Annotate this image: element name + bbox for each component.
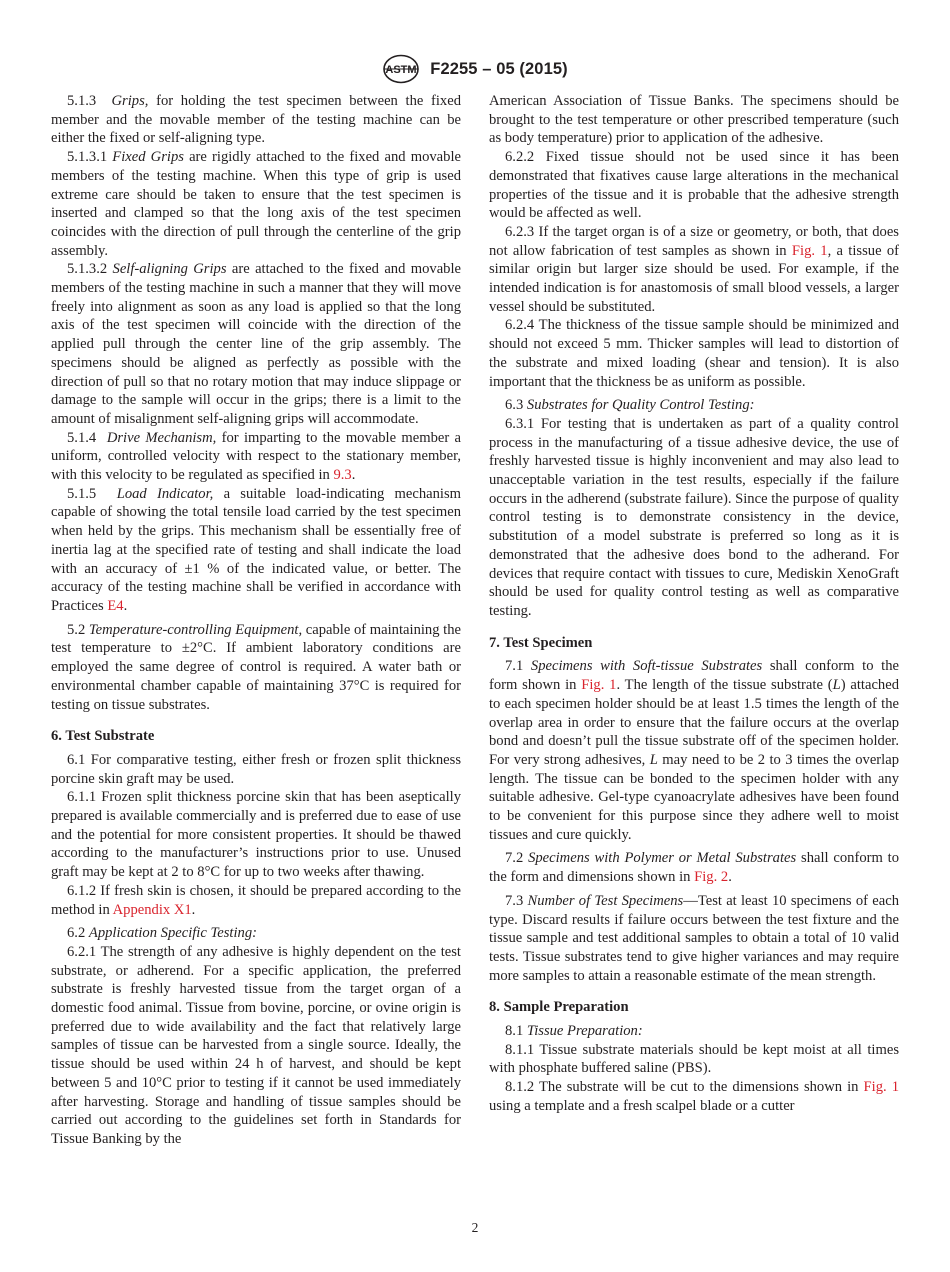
section-5-1-5: 5.1.5 Load Indicator, a suitable load-indicating mechanism capable of showing the total tensile load carried by the test specimen when held by the grips. This mechanism shall be essentially free of inertia lag at the specified rate of testing and shall indicate the load with an accuracy of ±1 % of the indicated value, or better. The accuracy of the testing machine shall be verified in accordance with Practices E4.: [51, 485, 462, 614]
section-6-2-1: 6.2.1 The strength of any adhesive is highly dependent on the test substrate, or adherend. For a specific application, the preferred substrate is freshly harvested tissue from the target organ of a domestic food animal. Tissue from bovine, porcine, or ovine origin is preferred due to wide availability and the fact that relatively large samples of tissue can be harvested from a single source. Ideally, the tissue should be used within 24 h of harvest, and should be kept between 5 and 10°C prior to testing if it cannot be used immediately after harvesting. Storage and handling of tissue samples should be carried out according to the guidelines set forth in Standards for Tissue Banking by the: [51, 943, 461, 1147]
section-8-1: 8.1 Tissue Preparation:: [505, 1023, 643, 1040]
section-8-1-1: 8.1.1 Tissue substrate materials should be kept moist at all times with phosphate buffered saline (PBS).: [489, 1041, 899, 1077]
section-6-2: 6.2 Application Specific Testing:: [67, 925, 257, 942]
left-column: [51, 92, 461, 1149]
heading-test-specimen: 7. Test Specimen: [489, 634, 593, 651]
right-column: [489, 92, 899, 1116]
link-e4[interactable]: E4: [107, 597, 124, 614]
link-fig-1[interactable]: Fig. 1: [581, 677, 617, 694]
document-designation: F2255 – 05 (2015): [430, 59, 568, 78]
section-6-2-1-continued: American Association of Tissue Banks. The specimens should be brought to the test temperature or other prescribed temperature (such as body temperature) prior to application of the adhesive.: [489, 93, 899, 147]
section-6-2-2: 6.2.2 Fixed tissue should not be used since it has been demonstrated that fixatives cause large alterations in the mechanical properties of the tissue and it is probable that the adhesive strength would be affected as well.: [489, 149, 899, 222]
logo-text: ASTM: [385, 64, 417, 76]
section-7-3: 7.3 Number of Test Specimens—Test at least 10 specimens of each type. Discard results if failure occurs between the test fixture and the tissue sample and test additional samples to obtain a total of 10 valid tests. Tissue substrates tend to give higher variances and may require more samples to attain a reasonable estimate of the mean strength.: [489, 892, 899, 984]
section-5-2: 5.2 Temperature-controlling Equipment, capable of maintaining the test temperature to ±2°C. If ambient laboratory conditions are employed the same degree of control is required. A water bath or environmental chamber capable of maintaining 37°C is required for testing on tissue substrates.: [51, 621, 461, 713]
link-fig-1[interactable]: Fig. 1: [863, 1079, 899, 1096]
page-number: 2: [471, 1220, 479, 1235]
section-5-1-3-2: 5.1.3.2 Self-aligning Grips are attached to the fixed and movable members of the testing machine in such a manner that they will move freely into alignment as soon as any load is applied so that the long axis of the test specimen will coincide with the direction of the applied pull through the center line of the grip assembly. The specimens should be aligned as perfectly as possible with the direction of pull so that no rotary motion that may induce slippage or damage to the sample will occur in the grips; there is a limit to the amount of misalignment self-aligning grips will accommodate.: [51, 261, 462, 427]
section-5-1-3: 5.1.3 Grips, for holding the test specimen between the fixed member and the movable member of the testing machine can be either the fixed or self-aligning type.: [51, 93, 461, 147]
link-fig-2[interactable]: Fig. 2: [694, 869, 729, 886]
section-7-1: 7.1 Specimens with Soft-tissue Substrates shall conform to the form shown in Fig. 1. The length of the tissue substrate (L) attached to each specimen holder should be at least 1.5 times the length of the overlap area in order to ensure that the failure occurs at the overlap bond and doesn’t pull the tissue substrate off of the specimen holder. For very strong adhesives, L may need to be 2 to 3 times the overlap length. The tissue can be bonded to the specimen holder with any suitable adhesive. Gel-type cyanoacrylate adhesives have been found to be convenient for this purpose since they adhere well to moist tissues and cure quickly.: [489, 658, 899, 843]
section-5-1-3-1: 5.1.3.1 Fixed Grips are rigidly attached to the fixed and movable members of the testing machine. When this type of grip is used extreme care should be taken to ensure that the test specimen is inserted and clamped so that the long axis of the test specimen coincides with the direction of pull through the centerline of the grip assembly.: [51, 149, 461, 259]
section-6-3: 6.3 Substrates for Quality Control Testing:: [505, 397, 755, 414]
page-header: [0, 54, 950, 84]
heading-sample-preparation: 8. Sample Preparation: [489, 999, 629, 1016]
astm-logo-icon: [382, 54, 420, 84]
heading-test-substrate: 6. Test Substrate: [51, 728, 155, 745]
section-6-3-1: 6.3.1 For testing that is undertaken as part of a quality control process in the manufacturing of a tissue adhesive device, the use of freshly harvested tissue is highly inconvenient and may also lead to unacceptable variation in the test results, especially if the failure occurs in the adherend (substrate failure). Since the purpose of quality control testing is to demonstrate consistency in the device, substitution of a model substrate is preferred so long as it is demonstrated that the adhesive does bond to the adherand. For devices that require contact with tissues to cure, Mediskin XenoGraft should be used for quality control testing as well as comparative testing.: [489, 415, 899, 619]
section-6-2-4: 6.2.4 The thickness of the tissue sample should be minimized and should not exceed 5 mm. Thicker samples will lead to distortion of the substrate and mixed loading (shear and tension). It is also important that the thickness be as uniform as possible.: [489, 317, 899, 390]
link-9-3[interactable]: 9.3: [333, 467, 352, 484]
link-fig-1[interactable]: Fig. 1: [791, 242, 828, 259]
section-6-1: 6.1 For comparative testing, either fresh or frozen split thickness porcine skin graft may be used.: [51, 751, 461, 787]
section-5-1-4: 5.1.4 Drive Mechanism, for imparting to the movable member a uniform, controlled velocity with respect to the stationary member, with this velocity to be regulated as specified in 9.3.: [51, 429, 462, 484]
section-6-1-2: 6.1.2 If fresh skin is chosen, it should be prepared according to the method in Appendix X1.: [51, 882, 461, 918]
section-8-1-2: 8.1.2 The substrate will be cut to the dimensions shown in Fig. 1 using a template and a fresh scalpel blade or a cutter: [489, 1079, 899, 1114]
section-6-1-1: 6.1.1 Frozen split thickness porcine skin that has been aseptically prepared is available commercially and is preferred due to ease of use and the potential for more consistent properties. It should be thawed according to the manufacturer’s instructions prior to use. Unused graft may be kept at 2 to 8°C for up to two weeks after thawing.: [51, 789, 461, 881]
section-6-2-3: 6.2.3 If the target organ is of a size or geometry, or both, that does not allow fabrication of test samples as shown in Fig. 1, a tissue of similar origin but larger size should be used. For example, if the intended indication is for anastomosis of small blood vessels, a larger vessel should be substituted.: [489, 223, 899, 315]
section-7-2: 7.2 Specimens with Polymer or Metal Substrates shall conform to the form and dimensions shown in Fig. 2.: [489, 850, 900, 886]
link-appendix-x1[interactable]: Appendix X1: [112, 901, 192, 918]
